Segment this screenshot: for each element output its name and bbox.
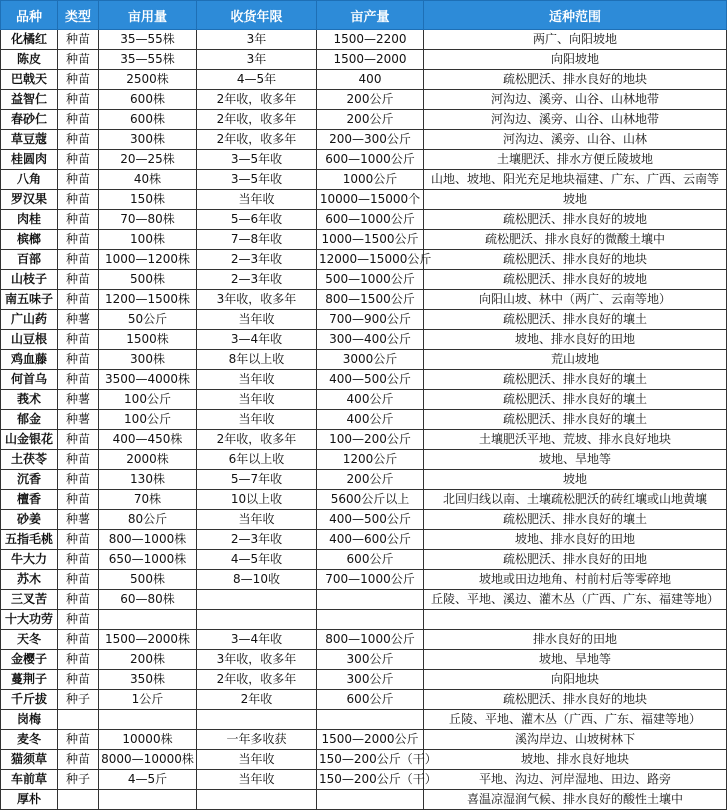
cell-range: 喜温凉湿润气候、排水良好的酸性土壤中 [424, 790, 727, 810]
cell-type: 种苗 [58, 730, 99, 750]
cell-usage: 300株 [99, 130, 197, 150]
cell-harvest: 2—3年收 [197, 270, 317, 290]
cell-yield: 400—500公斤 [317, 510, 424, 530]
table-row [1, 470, 727, 490]
cell-usage: 100公斤 [99, 410, 197, 430]
table-row [1, 70, 727, 90]
cell-type: 种苗 [58, 210, 99, 230]
cell-type: 种苗 [58, 270, 99, 290]
table-row [1, 30, 727, 50]
cell-usage: 1500株 [99, 330, 197, 350]
cell-variety: 车前草 [1, 770, 58, 790]
cell-yield: 500—1000公斤 [317, 270, 424, 290]
cell-type: 种苗 [58, 50, 99, 70]
header-suitable-range: 适种范围 [424, 1, 727, 30]
cell-harvest: 6年以上收 [197, 450, 317, 470]
cell-harvest: 8年以上收 [197, 350, 317, 370]
cell-range: 疏松肥沃、排水良好的坡地 [424, 210, 727, 230]
cell-variety: 苏木 [1, 570, 58, 590]
cell-usage: 200株 [99, 650, 197, 670]
cell-variety: 山枝子 [1, 270, 58, 290]
cell-harvest: 3—5年收 [197, 150, 317, 170]
table-row [1, 230, 727, 250]
cell-harvest: 3年收，收多年 [197, 650, 317, 670]
cell-usage: 650—1000株 [99, 550, 197, 570]
cell-usage: 600株 [99, 110, 197, 130]
cell-usage: 4—5斤 [99, 770, 197, 790]
cell-range: 北回归线以南、土壤疏松肥沃的砖红壤或山地黄壤 [424, 490, 727, 510]
table-row [1, 370, 727, 390]
cell-variety: 何首乌 [1, 370, 58, 390]
table-row [1, 570, 727, 590]
cell-yield: 800—1500公斤 [317, 290, 424, 310]
table-row [1, 210, 727, 230]
cell-variety: 三叉苦 [1, 590, 58, 610]
cell-usage: 1200—1500株 [99, 290, 197, 310]
cell-yield: 1500—2000 [317, 50, 424, 70]
cell-range [424, 610, 727, 630]
cell-type: 种苗 [58, 430, 99, 450]
cell-variety: 猫须草 [1, 750, 58, 770]
cell-harvest: 2年收，收多年 [197, 90, 317, 110]
table-row [1, 430, 727, 450]
cell-type: 种子 [58, 690, 99, 710]
cell-range: 两广、向阳坡地 [424, 30, 727, 50]
cell-type: 种苗 [58, 530, 99, 550]
cell-harvest: 3—4年收 [197, 630, 317, 650]
cell-yield [317, 790, 424, 810]
cell-range: 疏松肥沃、排水良好的地块 [424, 250, 727, 270]
table-row [1, 270, 727, 290]
cell-harvest: 当年收 [197, 770, 317, 790]
cell-variety: 金樱子 [1, 650, 58, 670]
header-variety: 品种 [1, 1, 58, 30]
cell-range: 丘陵、平地、灌木丛（广西、广东、福建等地） [424, 710, 727, 730]
cell-type: 种苗 [58, 70, 99, 90]
cell-type: 种苗 [58, 130, 99, 150]
cell-usage: 100公斤 [99, 390, 197, 410]
cell-type: 种苗 [58, 450, 99, 470]
cell-harvest: 当年收 [197, 390, 317, 410]
cell-variety: 益智仁 [1, 90, 58, 110]
cell-yield: 200—300公斤 [317, 130, 424, 150]
cell-variety: 土茯苓 [1, 450, 58, 470]
table-row [1, 310, 727, 330]
table-row [1, 50, 727, 70]
cell-harvest: 4—5年收 [197, 550, 317, 570]
cell-yield: 400公斤 [317, 390, 424, 410]
table-body [1, 30, 727, 810]
cell-yield: 400公斤 [317, 410, 424, 430]
cell-variety: 广山药 [1, 310, 58, 330]
cell-yield: 1200公斤 [317, 450, 424, 470]
cell-range: 河沟边、溪旁、山谷、山林 [424, 130, 727, 150]
table-row [1, 690, 727, 710]
cell-yield: 1000—1500公斤 [317, 230, 424, 250]
cell-range: 坡地、排水良好的田地 [424, 530, 727, 550]
cell-usage: 60—80株 [99, 590, 197, 610]
table-row [1, 170, 727, 190]
cell-type: 种苗 [58, 230, 99, 250]
cell-variety: 八角 [1, 170, 58, 190]
cell-type: 种苗 [58, 110, 99, 130]
table-row [1, 610, 727, 630]
cell-harvest: 2年收 [197, 690, 317, 710]
cell-usage: 80公斤 [99, 510, 197, 530]
cell-usage: 400—450株 [99, 430, 197, 450]
cell-usage: 2500株 [99, 70, 197, 90]
cell-harvest: 当年收 [197, 190, 317, 210]
cell-usage: 100株 [99, 230, 197, 250]
cell-range: 向阳地块 [424, 670, 727, 690]
cell-harvest: 3年 [197, 30, 317, 50]
cell-variety: 牛大力 [1, 550, 58, 570]
table-row [1, 390, 727, 410]
cell-yield: 600公斤 [317, 690, 424, 710]
cell-range: 疏松肥沃、排水良好的壤土 [424, 410, 727, 430]
cell-range: 土壤肥沃平地、荒坡、排水良好地块 [424, 430, 727, 450]
cell-type: 种苗 [58, 550, 99, 570]
cell-type: 种苗 [58, 490, 99, 510]
header-type: 类型 [58, 1, 99, 30]
cell-usage: 10000株 [99, 730, 197, 750]
cell-yield: 700—1000公斤 [317, 570, 424, 590]
table-row [1, 790, 727, 810]
cell-type: 种苗 [58, 670, 99, 690]
cell-harvest: 2年收，收多年 [197, 670, 317, 690]
cell-type: 种苗 [58, 90, 99, 110]
cell-usage: 2000株 [99, 450, 197, 470]
table-header-row [1, 1, 727, 30]
table-row [1, 630, 727, 650]
cell-variety: 五指毛桃 [1, 530, 58, 550]
cell-harvest: 5—7年收 [197, 470, 317, 490]
cell-range: 河沟边、溪旁、山谷、山林地带 [424, 90, 727, 110]
cell-variety: 十大功劳 [1, 610, 58, 630]
cell-yield: 400 [317, 70, 424, 90]
cell-variety: 南五味子 [1, 290, 58, 310]
cell-variety: 春砂仁 [1, 110, 58, 130]
cell-type: 种苗 [58, 190, 99, 210]
cell-usage: 1公斤 [99, 690, 197, 710]
cell-harvest: 当年收 [197, 370, 317, 390]
cell-usage: 40株 [99, 170, 197, 190]
cell-yield: 10000—15000个 [317, 190, 424, 210]
cell-range: 向阳坡地 [424, 50, 727, 70]
cell-usage: 8000—10000株 [99, 750, 197, 770]
cell-usage: 35—55株 [99, 30, 197, 50]
cell-type: 种薯 [58, 310, 99, 330]
table-row [1, 130, 727, 150]
cell-harvest: 当年收 [197, 750, 317, 770]
cell-range: 坡地、旱地等 [424, 450, 727, 470]
cell-yield: 400—500公斤 [317, 370, 424, 390]
cell-range: 疏松肥沃、排水良好的地块 [424, 690, 727, 710]
cell-type: 种苗 [58, 330, 99, 350]
cell-yield: 100—200公斤 [317, 430, 424, 450]
cell-yield: 12000—15000公斤 [317, 250, 424, 270]
cell-usage: 3500—4000株 [99, 370, 197, 390]
cell-yield: 300公斤 [317, 650, 424, 670]
cell-harvest: 2年收，收多年 [197, 130, 317, 150]
header-usage-per-mu: 亩用量 [99, 1, 197, 30]
cell-range: 疏松肥沃、排水良好的坡地 [424, 270, 727, 290]
cell-usage: 1000—1200株 [99, 250, 197, 270]
cell-range: 土壤肥沃、排水方便丘陵坡地 [424, 150, 727, 170]
cell-type: 种苗 [58, 570, 99, 590]
cell-variety: 百部 [1, 250, 58, 270]
cell-type: 种子 [58, 770, 99, 790]
cell-harvest [197, 790, 317, 810]
table-row [1, 450, 727, 470]
cell-type: 种苗 [58, 170, 99, 190]
cell-harvest: 2—3年收 [197, 530, 317, 550]
table-row [1, 710, 727, 730]
cell-harvest: 10以上收 [197, 490, 317, 510]
table-row [1, 90, 727, 110]
cell-variety: 桂圆肉 [1, 150, 58, 170]
cell-variety: 鸡血藤 [1, 350, 58, 370]
cell-variety: 岗梅 [1, 710, 58, 730]
cell-type: 种苗 [58, 30, 99, 50]
cell-harvest: 2—3年收 [197, 250, 317, 270]
cell-range: 坡地、旱地等 [424, 650, 727, 670]
cell-harvest: 8—10收 [197, 570, 317, 590]
cell-usage: 500株 [99, 570, 197, 590]
cell-usage: 600株 [99, 90, 197, 110]
cell-harvest: 2年收，收多年 [197, 430, 317, 450]
cell-range: 坡地或田边地角、村前村后等零碎地 [424, 570, 727, 590]
cell-range: 坡地 [424, 470, 727, 490]
cell-yield: 150—200公斤（干） [317, 750, 424, 770]
table-row [1, 330, 727, 350]
cell-range: 向阳山坡、林中（两广、云南等地） [424, 290, 727, 310]
cell-harvest: 7—8年收 [197, 230, 317, 250]
cell-usage: 150株 [99, 190, 197, 210]
cell-range: 疏松肥沃、排水良好的壤土 [424, 370, 727, 390]
cell-usage: 800—1000株 [99, 530, 197, 550]
cell-yield [317, 710, 424, 730]
cell-yield: 600公斤 [317, 550, 424, 570]
cell-variety: 陈皮 [1, 50, 58, 70]
cell-harvest: 3—4年收 [197, 330, 317, 350]
cell-usage: 350株 [99, 670, 197, 690]
cell-type: 种苗 [58, 750, 99, 770]
cell-type [58, 710, 99, 730]
table-row [1, 350, 727, 370]
cell-yield [317, 590, 424, 610]
cell-type: 种苗 [58, 630, 99, 650]
cell-yield: 200公斤 [317, 90, 424, 110]
cell-variety: 郁金 [1, 410, 58, 430]
cell-range: 丘陵、平地、溪边、灌木丛（广西、广东、福建等地） [424, 590, 727, 610]
cell-type: 种苗 [58, 650, 99, 670]
cell-harvest: 当年收 [197, 310, 317, 330]
cell-range: 排水良好的田地 [424, 630, 727, 650]
cell-variety: 天冬 [1, 630, 58, 650]
cell-range: 坡地、排水良好地块 [424, 750, 727, 770]
cell-yield: 1500—2200 [317, 30, 424, 50]
cell-type: 种薯 [58, 510, 99, 530]
cell-yield [317, 610, 424, 630]
cell-range: 疏松肥沃、排水良好的地块 [424, 70, 727, 90]
table-row [1, 510, 727, 530]
cell-type: 种苗 [58, 610, 99, 630]
cell-type: 种苗 [58, 370, 99, 390]
cell-range: 溪沟岸边、山坡树林下 [424, 730, 727, 750]
cell-yield: 300公斤 [317, 670, 424, 690]
cell-variety: 槟榔 [1, 230, 58, 250]
cell-harvest: 3年 [197, 50, 317, 70]
cell-usage: 300株 [99, 350, 197, 370]
cell-range: 荒山坡地 [424, 350, 727, 370]
cell-variety: 砂姜 [1, 510, 58, 530]
table-row [1, 190, 727, 210]
table-row [1, 490, 727, 510]
cell-yield: 200公斤 [317, 470, 424, 490]
cell-range: 平地、沟边、河岸湿地、田边、路旁 [424, 770, 727, 790]
cell-harvest [197, 710, 317, 730]
cell-harvest: 5—6年收 [197, 210, 317, 230]
cell-range: 疏松肥沃、排水良好的壤土 [424, 310, 727, 330]
cell-harvest [197, 610, 317, 630]
cell-range: 疏松肥沃、排水良好的田地 [424, 550, 727, 570]
cell-variety: 蔓荆子 [1, 670, 58, 690]
cell-usage: 50公斤 [99, 310, 197, 330]
cell-yield: 5600公斤以上 [317, 490, 424, 510]
cell-harvest: 3—5年收 [197, 170, 317, 190]
cell-variety: 肉桂 [1, 210, 58, 230]
cell-variety: 草豆蔻 [1, 130, 58, 150]
table-row [1, 110, 727, 130]
cell-harvest: 4—5年 [197, 70, 317, 90]
cell-usage: 1500—2000株 [99, 630, 197, 650]
cell-variety: 檀香 [1, 490, 58, 510]
cell-harvest [197, 590, 317, 610]
cell-variety: 化橘红 [1, 30, 58, 50]
table-row [1, 670, 727, 690]
cell-type: 种苗 [58, 470, 99, 490]
cell-variety: 莪术 [1, 390, 58, 410]
table-row [1, 770, 727, 790]
cell-yield: 800—1000公斤 [317, 630, 424, 650]
cell-type: 种苗 [58, 590, 99, 610]
cell-usage [99, 610, 197, 630]
cell-type: 种苗 [58, 350, 99, 370]
cell-variety: 山金银花 [1, 430, 58, 450]
cell-yield: 3000公斤 [317, 350, 424, 370]
cell-yield: 200公斤 [317, 110, 424, 130]
cell-variety: 沉香 [1, 470, 58, 490]
table-row [1, 730, 727, 750]
cell-type: 种薯 [58, 410, 99, 430]
cell-range: 河沟边、溪旁、山谷、山林地带 [424, 110, 727, 130]
cell-yield: 150—200公斤（干） [317, 770, 424, 790]
cell-yield: 1000公斤 [317, 170, 424, 190]
cell-yield: 300—400公斤 [317, 330, 424, 350]
cell-usage [99, 790, 197, 810]
cell-range: 山地、坡地、阳光充足地块福建、广东、广西、云南等 [424, 170, 727, 190]
cell-usage [99, 710, 197, 730]
cell-variety: 罗汉果 [1, 190, 58, 210]
cell-type [58, 790, 99, 810]
cell-type: 种苗 [58, 250, 99, 270]
cell-type: 种薯 [58, 390, 99, 410]
cell-variety: 千斤拔 [1, 690, 58, 710]
table-row [1, 290, 727, 310]
cell-type: 种苗 [58, 290, 99, 310]
cell-range: 坡地、排水良好的田地 [424, 330, 727, 350]
cell-usage: 35—55株 [99, 50, 197, 70]
cell-usage: 70株 [99, 490, 197, 510]
table-row [1, 530, 727, 550]
cell-harvest: 当年收 [197, 410, 317, 430]
header-yield-per-mu: 亩产量 [317, 1, 424, 30]
cell-variety: 厚朴 [1, 790, 58, 810]
table-row [1, 250, 727, 270]
cell-harvest: 当年收 [197, 510, 317, 530]
table-row [1, 750, 727, 770]
cell-yield: 400—600公斤 [317, 530, 424, 550]
cell-variety: 山豆根 [1, 330, 58, 350]
cell-harvest: 2年收，收多年 [197, 110, 317, 130]
cell-usage: 500株 [99, 270, 197, 290]
cell-usage: 130株 [99, 470, 197, 490]
table-row [1, 650, 727, 670]
cell-range: 疏松肥沃、排水良好的壤土 [424, 510, 727, 530]
cell-yield: 600—1000公斤 [317, 150, 424, 170]
header-harvest-period: 收货年限 [197, 1, 317, 30]
cell-yield: 600—1000公斤 [317, 210, 424, 230]
table-row [1, 550, 727, 570]
cell-harvest: 一年多收获 [197, 730, 317, 750]
table-row [1, 410, 727, 430]
cell-variety: 麦冬 [1, 730, 58, 750]
cell-harvest: 3年收，收多年 [197, 290, 317, 310]
cell-variety: 巴戟天 [1, 70, 58, 90]
cell-range: 疏松肥沃、排水良好的微酸土壤中 [424, 230, 727, 250]
cell-yield: 1500—2000公斤 [317, 730, 424, 750]
cell-range: 坡地 [424, 190, 727, 210]
cell-range: 疏松肥沃、排水良好的壤土 [424, 390, 727, 410]
cell-yield: 700—900公斤 [317, 310, 424, 330]
cell-type: 种苗 [58, 150, 99, 170]
table-row [1, 590, 727, 610]
cell-usage: 20—25株 [99, 150, 197, 170]
table-row [1, 150, 727, 170]
cell-usage: 70—80株 [99, 210, 197, 230]
